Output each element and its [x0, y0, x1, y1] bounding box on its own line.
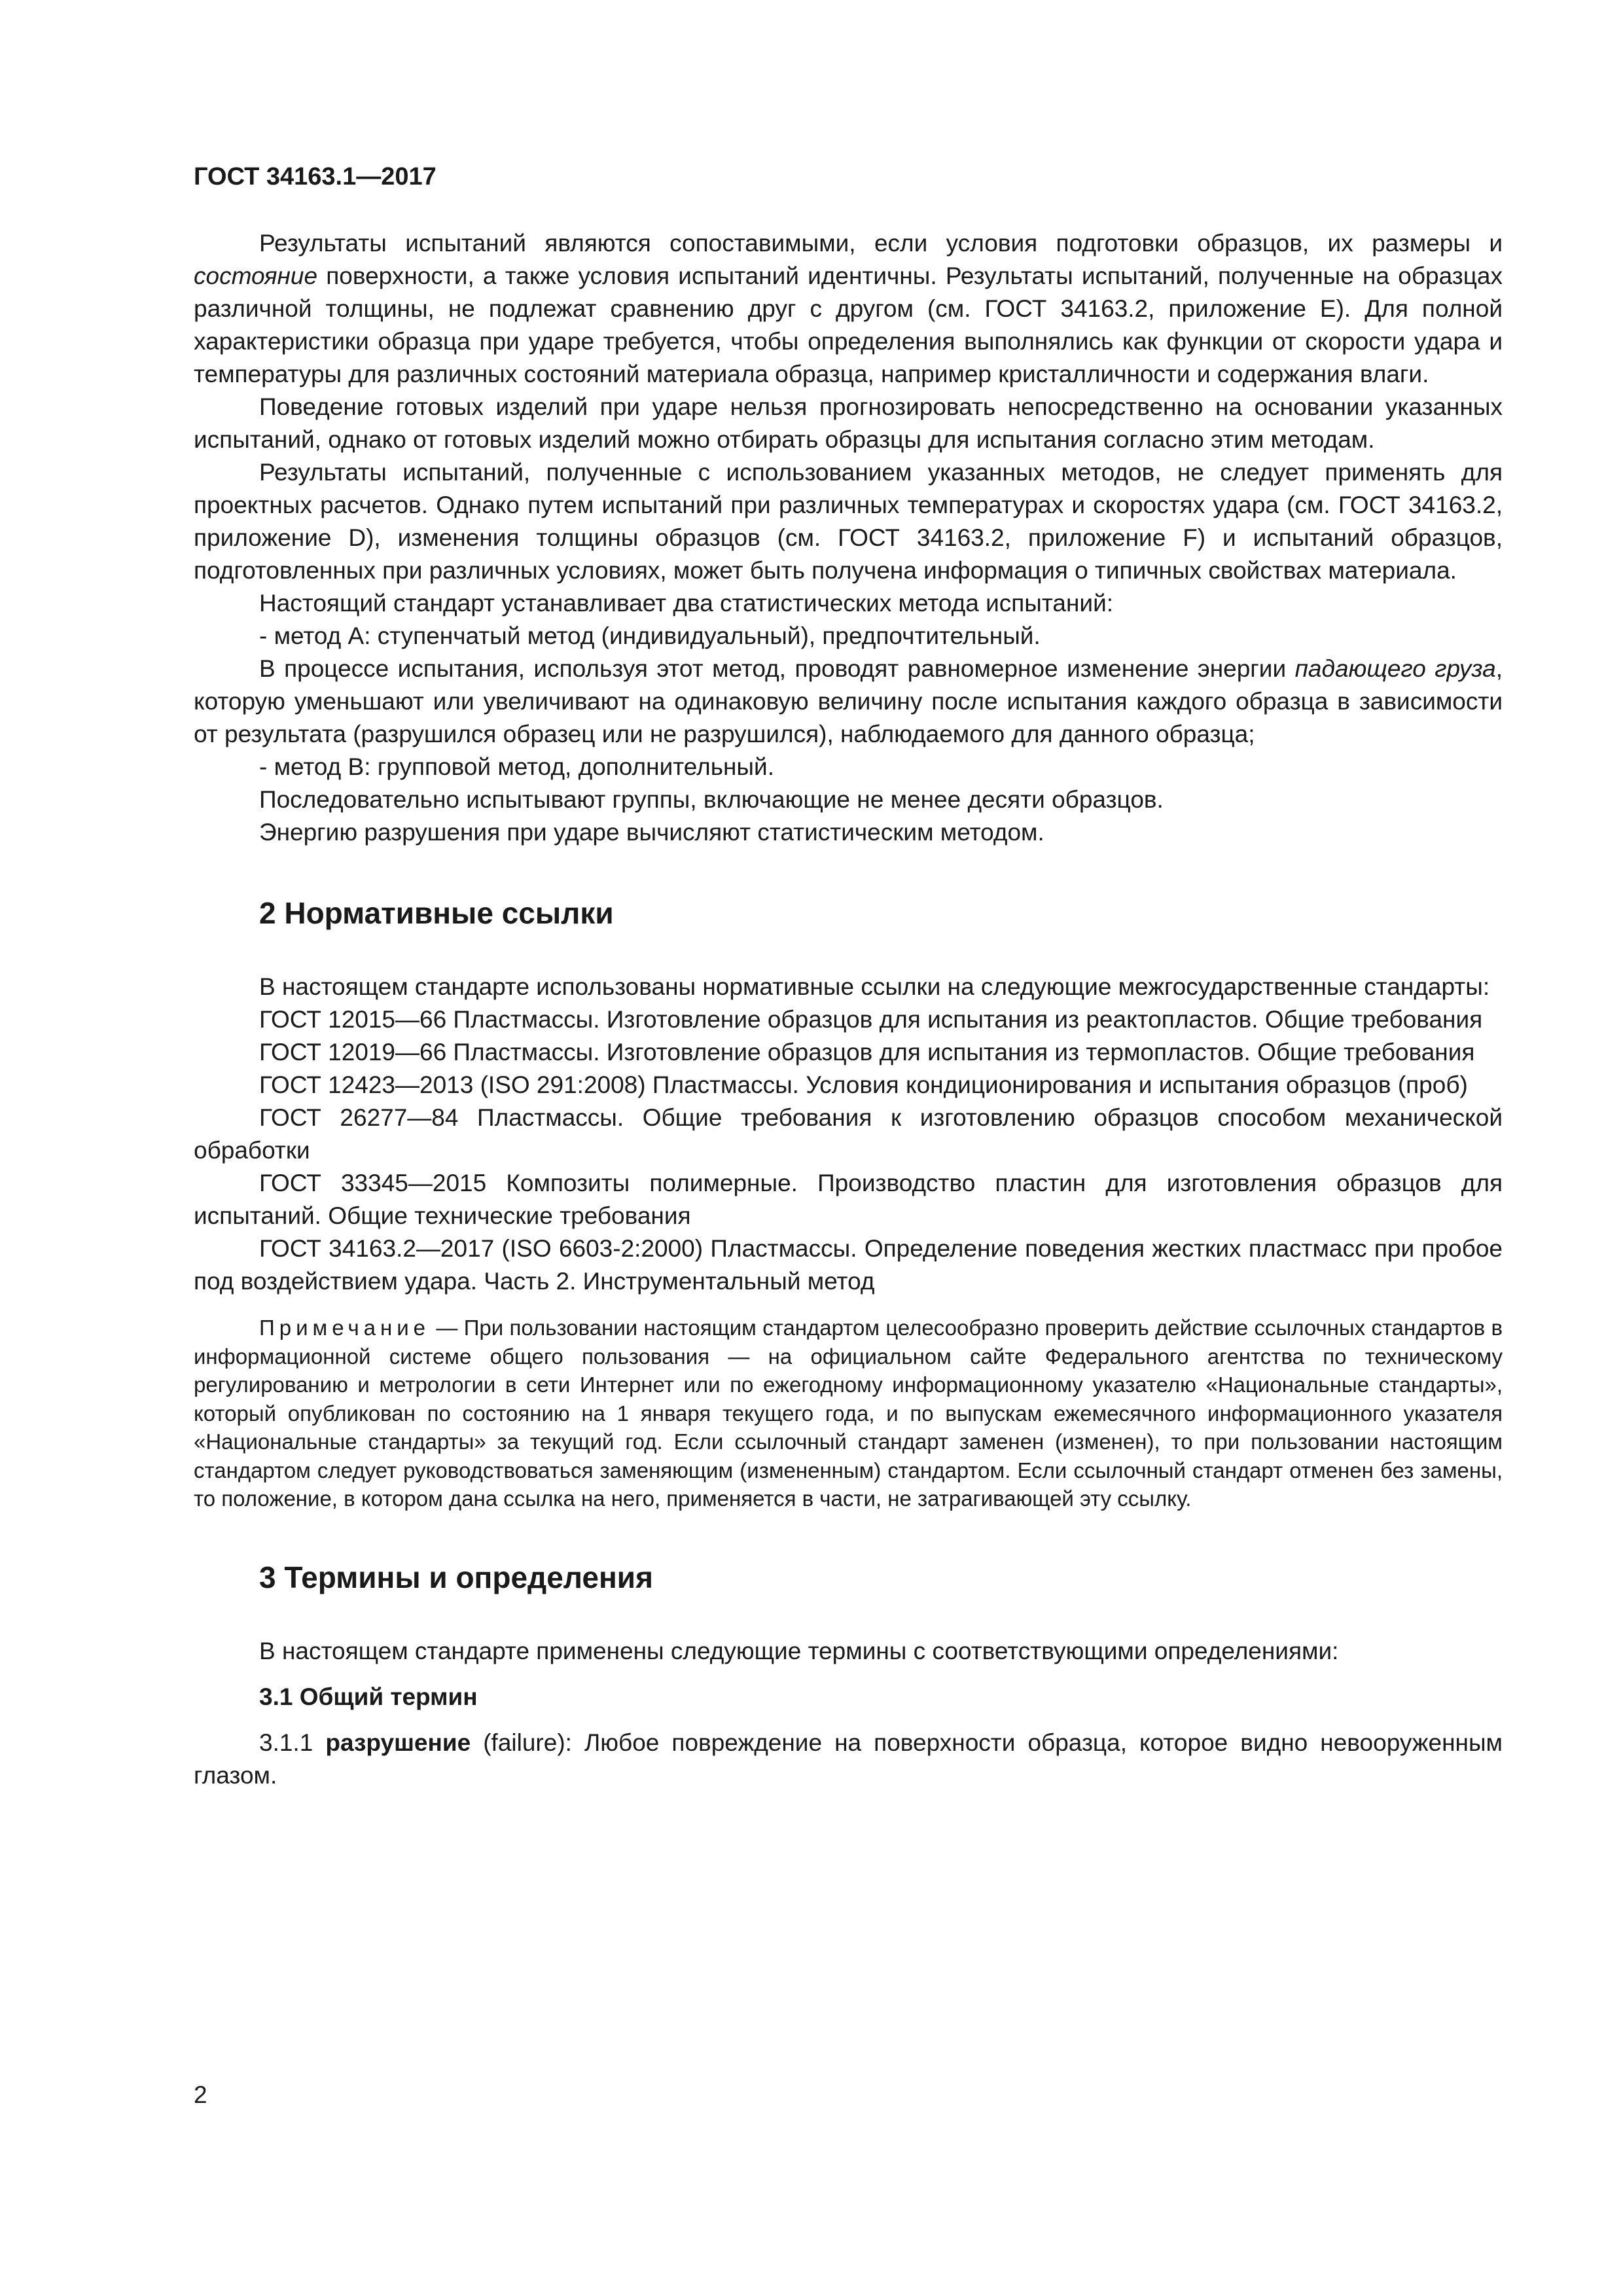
term: разрушение: [325, 1729, 471, 1756]
paragraph: Последовательно испытывают группы, включающие не менее десяти образцов.: [259, 786, 1164, 813]
paragraph: В процессе испытания, используя этот метод, проводят равномерное изменение энергии падающего груза, которую уменьшают или увеличивают на одинаковую величину после испытания каждого образца в зависимости от результата (разрушился образец или не разрушился), наблюдаемого для данного образца;: [194, 655, 1503, 747]
page-number: 2: [194, 2081, 207, 2108]
reference-item: ГОСТ 12423—2013 (ISO 291:2008) Пластмассы. Условия кондиционирования и испытания образцов (проб): [259, 1071, 1468, 1098]
term-definition: 3.1.1 разрушение (failure): Любое повреждение на поверхности образца, которое видно невооруженным глазом.: [194, 1729, 1503, 1789]
method-b: - метод В: групповой метод, дополнительный.: [259, 753, 774, 780]
note-label: Примечание: [259, 1316, 431, 1340]
section-3-lead: В настоящем стандарте применены следующие термины с соответствующими определениями:: [259, 1637, 1339, 1664]
reference-item: ГОСТ 12015—66 Пластмассы. Изготовление образцов для испытания из реактопластов. Общие требования: [259, 1006, 1483, 1033]
document-header: ГОСТ 34163.1—2017: [194, 163, 437, 190]
reference-item: ГОСТ 34163.2—2017 (ISO 6603-2:2000) Пластмассы. Определение поведения жестких пластмасс при пробое под воздействием удара. Часть 2. Инструментальный метод: [194, 1235, 1503, 1295]
section-3-heading: 3 Термины и определения: [259, 1560, 653, 1594]
section-2-lead: В настоящем стандарте использованы нормативные ссылки на следующие межгосударственные стандарты:: [259, 973, 1490, 1000]
paragraph: Энергию разрушения при ударе вычисляют статистическим методом.: [259, 819, 1044, 846]
document-page: [194, 160, 1503, 1792]
note: Примечание — При пользовании настоящим стандартом целесообразно проверить действие ссылочных стандартов в информационной системе общего пользования — на официальном сайте Федерального агентства по техническому регулированию и метрологии в сети Интернет или по ежегодному информационному указателю «Национальные стандарты», который опубликован по состоянию на 1 января текущего года, и по выпускам ежемесячного информационного указателя «Национальные стандарты» за текущий год. Если ссылочный стандарт заменен (изменен), то при пользовании настоящим стандартом следует руководствоваться заменяющим (измененным) стандартом. Если ссылочный стандарт отменен без замены, то положение, в котором дана ссылка на него, применяется в части, не затрагивающей эту ссылку.: [194, 1316, 1503, 1511]
paragraph: Результаты испытаний являются сопоставимыми, если условия подготовки образцов, их размеры и состояние поверхности, а также условия испытаний идентичны. Результаты испытаний, полученные на образцах различной толщины, не подлежат сравнению друг с другом (см. ГОСТ 34163.2, приложение Е). Для полной характеристики образца при ударе требуется, чтобы определения выполнялись как функции от скорости удара и температуры для различных состояний материала образца, например кристалличности и содержания влаги.: [194, 230, 1503, 387]
paragraph: Результаты испытаний, полученные с использованием указанных методов, не следует применять для проектных расчетов. Однако путем испытаний при различных температурах и скоростях удара (см. ГОСТ 34163.2, приложение D), изменения толщины образцов (см. ГОСТ 34163.2, приложение F) и испытаний образцов, подготовленных при различных условиях, может быть получена информация о типичных свойствах материала.: [194, 459, 1503, 584]
method-a: - метод А: ступенчатый метод (индивидуальный), предпочтительный.: [259, 622, 1041, 649]
reference-item: ГОСТ 26277—84 Пластмассы. Общие требования к изготовлению образцов способом механической обработки: [194, 1104, 1503, 1164]
subsection-3-1-heading: 3.1 Общий термин: [259, 1683, 478, 1710]
reference-item: ГОСТ 33345—2015 Композиты полимерные. Производство пластин для изготовления образцов для испытаний. Общие технические требования: [194, 1170, 1503, 1229]
reference-item: ГОСТ 12019—66 Пластмассы. Изготовление образцов для испытания из термопластов. Общие требования: [259, 1039, 1475, 1066]
paragraph: Настоящий стандарт устанавливает два статистических метода испытаний:: [259, 590, 1114, 617]
paragraph: Поведение готовых изделий при ударе нельзя прогнозировать непосредственно на основании указанных испытаний, однако от готовых изделий можно отбирать образцы для испытания согласно этим методам.: [194, 393, 1503, 453]
section-2-heading: 2 Нормативные ссылки: [259, 896, 614, 930]
